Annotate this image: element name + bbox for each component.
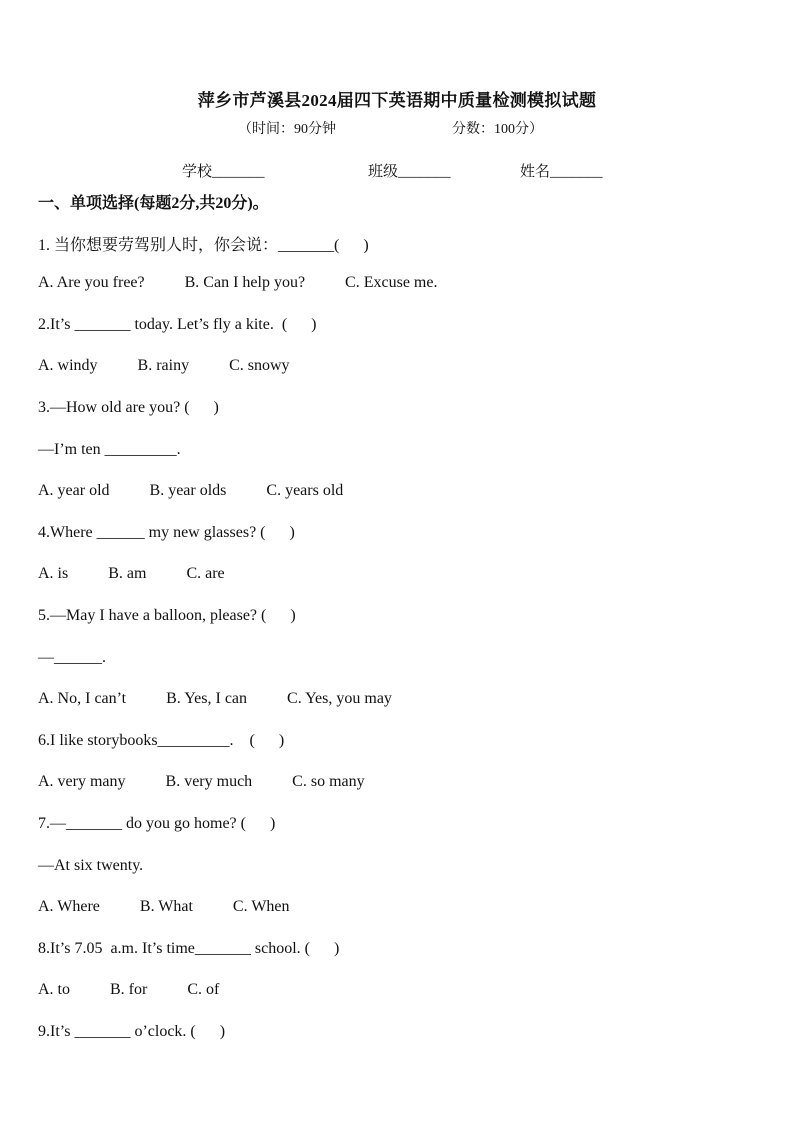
section-heading: 一、单项选择(每题2分,共20分)。 — [38, 195, 269, 212]
question-line: 9.It’s _______ o’clock. ( ) — [38, 1023, 226, 1040]
school-field: 学校_______ — [182, 164, 265, 180]
options-line: A. very many B. very much C. so many — [38, 773, 365, 790]
question-line: 4.Where ______ my new glasses? ( ) — [38, 524, 295, 541]
page-title: 萍乡市芦溪县2024届四下英语期中质量检测模拟试题 — [197, 91, 597, 110]
question-line: —______. — [38, 649, 106, 666]
options-line: A. to B. for C. of — [38, 981, 220, 998]
question-line: 5.—May I have a balloon, please? ( ) — [38, 607, 296, 624]
question-line: 8.It’s 7.05 a.m. It’s time_______ school. ( ) — [38, 940, 340, 957]
question-line: —At six twenty. — [38, 857, 144, 874]
class-field: 班级_______ — [368, 164, 451, 180]
question-line: —I’m ten _________. — [38, 441, 181, 458]
question-line: 7.—_______ do you go home? ( ) — [38, 815, 276, 832]
options-line: A. windy B. rainy C. snowy — [38, 357, 290, 374]
question-line: 6.I like storybooks_________. ( ) — [38, 732, 285, 749]
options-line: A. is B. am C. are — [38, 565, 225, 582]
exam-score: 分数：100分） — [452, 122, 543, 137]
exam-time: （时间：90分钟 — [238, 122, 336, 137]
options-line: A. Where B. What C. When — [38, 898, 290, 915]
name-field: 姓名_______ — [520, 164, 603, 180]
question-line: 1. 当你想要劳驾别人时，你会说：_______( ) — [38, 237, 369, 254]
question-line: 3.—How old are you? ( ) — [38, 399, 219, 416]
options-line: A. Are you free? B. Can I help you? C. Excuse me. — [38, 274, 438, 291]
question-line: 2.It’s _______ today. Let’s fly a kite. ( ) — [38, 316, 317, 333]
options-line: A. No, I can’t B. Yes, I can C. Yes, you may — [38, 690, 392, 707]
options-line: A. year old B. year olds C. years old — [38, 482, 344, 499]
